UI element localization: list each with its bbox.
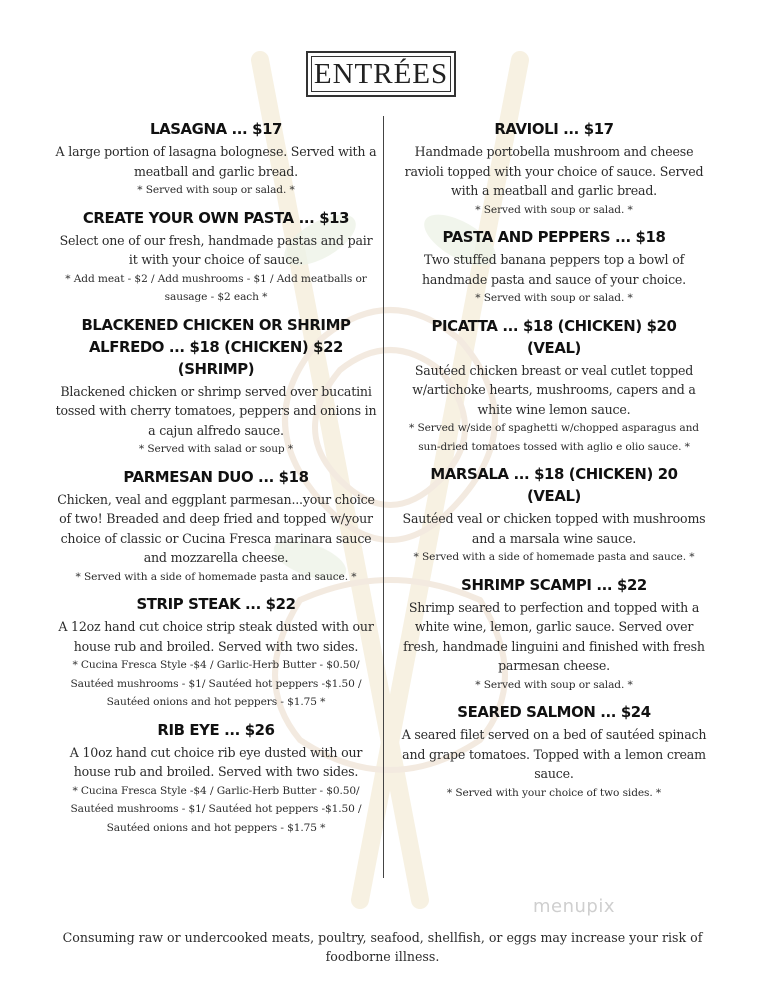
menu-item-note: * Served w/side of spaghetti w/chopped asparagus and sun-dried tomatoes tossed with aglio e olio sauce. * xyxy=(409,422,699,453)
footer-disclaimer: Consuming raw or undercooked meats, poultry, seafood, shellfish, or eggs may increase your risk of foodborne illness. xyxy=(62,930,703,964)
menu-item-name: RAVIOLI ... $17 xyxy=(494,120,614,138)
menu-item-note: * Served with soup or salad. * xyxy=(137,184,295,196)
menu-item-description: Select one of our fresh, handmade pastas and pair it with your choice of sauce. xyxy=(59,232,373,267)
menu-item-note: * Cucina Fresca Style -$4 / Garlic-Herb Butter - $0.50/ Sautéed mushrooms - $1/ Sautéed hot peppers -$1.50 / Sautéed onions and hot peppers - $1.75 * xyxy=(70,784,362,834)
menu-item-note: * Served with soup or salad. * xyxy=(475,203,633,216)
menu-column-left xyxy=(55,118,377,844)
menu-item xyxy=(398,118,710,219)
page-title: ENTRÉES xyxy=(313,57,449,90)
menu-item xyxy=(55,207,377,307)
menu-column-right xyxy=(398,118,710,809)
menu-item-description: A large portion of lasagna bolognese. Served with a meatball and garlic bread. xyxy=(55,144,377,179)
menu-item-note: * Served with soup or salad. * xyxy=(475,678,633,691)
menu-item-name: SEARED SALMON ... $24 xyxy=(457,703,651,721)
menu-item-name: RIB EYE ... $26 xyxy=(157,720,275,739)
menu-item-note: * Add meat - $2 / Add mushrooms - $1 / Add meatballs or sausage - $2 each * xyxy=(65,272,367,303)
brand-watermark: menupix xyxy=(533,896,616,917)
menu-item-name: CREATE YOUR OWN PASTA ... $13 xyxy=(82,208,350,227)
menu-item-description: Shrimp seared to perfection and topped with a white wine, lemon, garlic sauce. Served over fresh, handmade linguini and finished with fresh parmesan cheese. xyxy=(403,599,705,673)
menu-item xyxy=(55,466,377,587)
menu-item-description: A seared filet served on a bed of sautéed spinach and grape tomatoes. Topped with a lemon cream sauce. xyxy=(401,727,707,781)
menu-item-note: * Served with salad or soup * xyxy=(138,443,294,455)
menu-item-note: * Cucina Fresca Style -$4 / Garlic-Herb Butter - $0.50/ Sautéed mushrooms - $1/ Sautéed hot peppers -$1.50 / Sautéed onions and hot peppers - $1.75 * xyxy=(70,659,362,708)
menu-item xyxy=(55,593,377,712)
title-frame xyxy=(306,51,456,97)
menu-item-name: PASTA AND PEPPERS ... $18 xyxy=(442,228,666,246)
menu-item xyxy=(55,118,377,200)
menu-item xyxy=(398,315,710,457)
menu-item-description: Chicken, veal and eggplant parmesan...your choice of two! Breaded and deep fried and topped w/your choice of classic or Cucina Fresca marinara sauce and mozzarella cheese. xyxy=(57,491,375,565)
menu-item xyxy=(398,701,710,802)
menu-item-description: Handmade portobella mushroom and cheese ravioli topped with your choice of sauce. Served with a meatball and garlic bread. xyxy=(404,144,704,198)
column-divider xyxy=(383,116,384,878)
menu-item-name: MARSALA ... $18 (CHICKEN) 20 (VEAL) xyxy=(430,465,678,505)
menu-item-description: A 12oz hand cut choice strip steak dusted with our house rub and broiled. Served with two sides. xyxy=(58,619,374,654)
menu-item-note: * Served with a side of homemade pasta and sauce. * xyxy=(413,551,695,563)
menu-item-name: PICATTA ... $18 (CHICKEN) $20 (VEAL) xyxy=(431,316,677,357)
menu-item xyxy=(398,463,710,567)
menu-item-description: Two stuffed banana peppers top a bowl of handmade pasta and sauce of your choice. xyxy=(421,252,686,287)
menu-item-name: PARMESAN DUO ... $18 xyxy=(123,467,309,486)
menu-item-note: * Served with a side of homemade pasta and sauce. * xyxy=(75,570,357,583)
menu-item xyxy=(398,226,710,308)
menu-item-description: Sautéed veal or chicken topped with mushrooms and a marsala wine sauce. xyxy=(402,511,706,546)
menu-item-note: * Served with soup or salad. * xyxy=(475,292,633,304)
menu-item-name: SHRIMP SCAMPI ... $22 xyxy=(461,575,647,594)
menu-item-description: Blackened chicken or shrimp served over bucatini tossed with cherry tomatoes, peppers and onions in a cajun alfredo sauce. xyxy=(55,383,377,438)
menu-item-note: * Served with your choice of two sides. * xyxy=(446,786,662,799)
menu-item-name: LASAGNA ... $17 xyxy=(149,120,283,138)
menu-item xyxy=(55,719,377,838)
menu-item-description: Sautéed chicken breast or veal cutlet topped w/artichoke hearts, mushrooms, capers and a white wine lemon sauce. xyxy=(412,362,696,417)
menu-item xyxy=(398,574,710,695)
menu-item-description: A 10oz hand cut choice rib eye dusted with our house rub and broiled. Served with two sides. xyxy=(69,744,363,779)
menu-item xyxy=(55,314,377,459)
menu-item-name: BLACKENED CHICKEN OR SHRIMP ALFREDO ... $18 (CHICKEN) $22 (SHRIMP) xyxy=(81,315,351,378)
menu-item-name: STRIP STEAK ... $22 xyxy=(136,595,296,613)
